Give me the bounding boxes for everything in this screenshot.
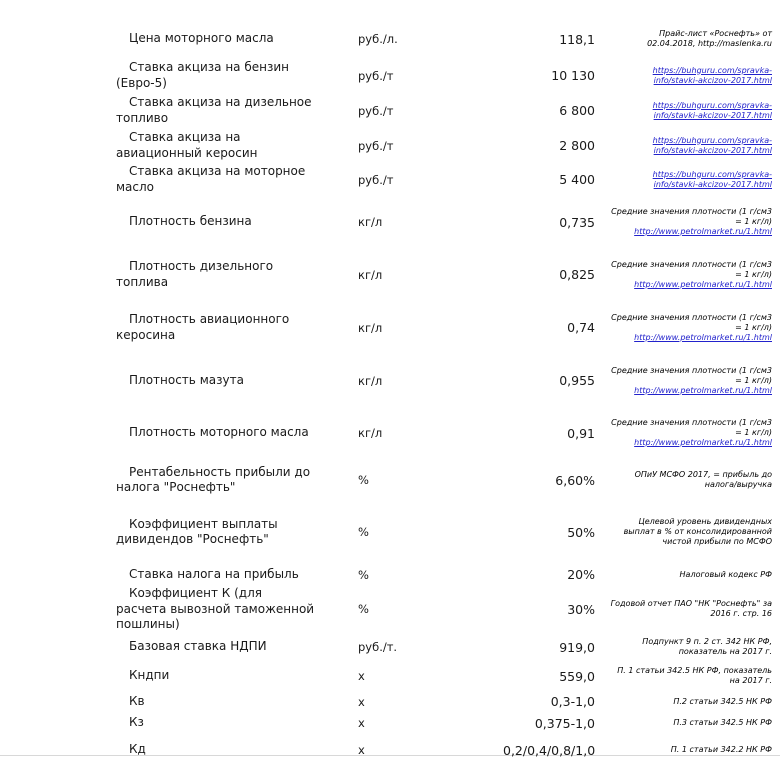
param-source-cell [609, 66, 772, 86]
param-unit: x [358, 743, 365, 757]
source-note-text: П. 1 статьи 342.2 НК РФ [670, 745, 772, 754]
table-row [0, 633, 780, 662]
table-row [0, 248, 780, 301]
param-unit: % [358, 602, 369, 617]
param-unit: руб./л. [358, 32, 398, 46]
param-source-cell [609, 666, 772, 686]
param-value: 5 400 [559, 172, 595, 187]
param-label: Коэффициент К (для расчета вывозной таможенной пошлины) [116, 586, 315, 631]
param-unit: кг/л [358, 267, 383, 282]
source-link[interactable]: https://buhguru.com/spravka-info/stavki-akcizov-2017.html [652, 65, 772, 85]
param-unit: кг/л [358, 426, 383, 440]
source-note-text: Налоговый кодекс РФ [679, 569, 772, 579]
param-value: 0,91 [567, 425, 595, 441]
param-label: Коэффициент выплаты дивидендов "Роснефть" [116, 516, 278, 546]
param-label: Ставка акциза на моторное масло [116, 164, 306, 194]
table-row [0, 196, 780, 248]
param-source-cell [609, 136, 772, 156]
param-unit: кг/л [358, 320, 383, 335]
param-label: Базовая ставка НДПИ [129, 639, 267, 654]
param-unit: кг/л [358, 215, 383, 229]
table-row [0, 163, 780, 196]
param-source-cell [609, 697, 772, 707]
source-link[interactable]: https://buhguru.com/spravka-info/stavki-akcizov-2017.html [652, 100, 772, 120]
table-row [0, 407, 780, 459]
param-label: Плотность дизельного топлива [116, 259, 274, 289]
source-link[interactable]: http://www.petrolmarket.ru/1.html [634, 385, 772, 395]
param-source-cell [609, 718, 772, 728]
param-value: 20% [567, 567, 595, 582]
param-label: Цена моторного масла [129, 31, 274, 46]
param-value: 0,3-1,0 [550, 694, 595, 709]
param-value: 30% [567, 601, 595, 617]
param-label: Кндпи [129, 668, 170, 683]
param-source-cell [609, 207, 772, 237]
param-label: Плотность мазута [129, 372, 244, 387]
table-row [0, 713, 780, 734]
table-row [0, 58, 780, 93]
param-value: 2 800 [559, 138, 595, 153]
source-note-text: Средние значения плотности (1 г/см3 = 1 кг/л) [611, 418, 772, 437]
param-value: 0,2/0,4/0,8/1,0 [503, 742, 596, 758]
param-label: Плотность авиационного керосина [116, 312, 290, 342]
param-source-cell [609, 570, 772, 580]
source-link[interactable]: https://buhguru.com/spravka-info/stavki-akcizov-2017.html [652, 135, 772, 155]
param-value: 0,74 [567, 320, 595, 335]
param-label: Кз [129, 715, 144, 730]
table-row [0, 128, 780, 163]
table-row [0, 501, 780, 563]
param-source-cell [609, 637, 772, 657]
table-row [0, 20, 780, 58]
param-label: Кв [129, 693, 145, 708]
param-label: Кд [129, 742, 146, 757]
param-label: Ставка налога на прибыль [129, 566, 299, 581]
param-value: 10 130 [551, 68, 595, 83]
source-note-text: Целевой уровень дивидендных выплат в % от консолидированной чистой прибыли по МСФО [623, 517, 772, 546]
param-unit: руб./т [358, 103, 394, 118]
param-unit: % [358, 567, 369, 582]
param-value: 0,955 [559, 373, 595, 388]
param-label: Рентабельность прибыли до налога "Роснефть" [116, 464, 311, 494]
param-source-cell [609, 745, 772, 755]
table-row [0, 586, 780, 633]
param-unit: руб./т [358, 172, 394, 187]
table-row [0, 459, 780, 501]
param-value: 50% [567, 524, 595, 540]
param-label: Ставка акциза на авиационный керосин [116, 130, 258, 160]
param-unit: руб./т. [358, 640, 398, 654]
param-unit: кг/л [358, 373, 383, 388]
param-unit: % [358, 473, 369, 487]
param-source-cell [609, 260, 772, 290]
source-link[interactable]: http://www.petrolmarket.ru/1.html [634, 227, 772, 236]
source-link[interactable]: https://buhguru.com/spravka-info/stavki-akcizov-2017.html [652, 169, 772, 189]
param-source-cell [609, 170, 772, 190]
param-value: 0,375-1,0 [534, 715, 595, 731]
param-source-cell [609, 418, 772, 448]
param-source-cell [609, 470, 772, 490]
table-row [0, 662, 780, 691]
param-unit: x [358, 716, 365, 730]
param-source-cell [609, 366, 772, 396]
param-label: Плотность моторного масла [129, 425, 309, 440]
table-row [0, 691, 780, 713]
param-label: Плотность бензина [129, 214, 252, 229]
table-row [0, 563, 780, 586]
table-row [0, 354, 780, 407]
source-note-text: П. 1 статьи 342.5 НК РФ, показатель на 2017 г. [617, 666, 772, 685]
param-source-cell [609, 101, 772, 121]
source-link[interactable]: http://www.petrolmarket.ru/1.html [634, 279, 772, 289]
source-note-text: Средние значения плотности (1 г/см3 = 1 кг/л) [611, 312, 772, 332]
source-note-text: Прайс-лист «Роснефть» от 02.04.2018, http://maslenka.ru [647, 29, 772, 48]
param-value: 0,825 [559, 267, 595, 282]
source-note-text: П.3 статьи 342.5 НК РФ [673, 718, 772, 727]
source-note-text: ОПиУ МСФО 2017, = прибыль до налога/выручка [634, 470, 772, 489]
source-link[interactable]: http://www.petrolmarket.ru/1.html [634, 332, 772, 342]
param-value: 6 800 [559, 103, 595, 118]
param-source-cell [609, 517, 772, 547]
param-source-cell [609, 599, 772, 619]
source-link[interactable]: http://www.petrolmarket.ru/1.html [634, 438, 772, 447]
param-label: Ставка акциза на бензин (Евро-5) [116, 60, 289, 90]
param-source-cell [609, 313, 772, 343]
source-note-text: Подпункт 9 п. 2 ст. 342 НК РФ, показатель на 2017 г. [642, 637, 772, 656]
table-row [0, 93, 780, 128]
param-source-cell [609, 29, 772, 49]
source-note-text: Средние значения плотности (1 г/см3 = 1 кг/л) [611, 365, 772, 385]
source-note-text: Средние значения плотности (1 г/см3 = 1 кг/л) [611, 259, 772, 279]
param-value: 118,1 [559, 31, 595, 47]
table-row [0, 734, 780, 767]
param-unit: x [358, 694, 365, 709]
source-note-text: Средние значения плотности (1 г/см3 = 1 кг/л) [611, 207, 772, 226]
param-value: 919,0 [559, 639, 595, 655]
param-value: 0,735 [559, 214, 595, 230]
source-note-text: Годовой отчет ПАО "НК "Роснефть" за 2016 г. стр. 16 [610, 599, 772, 619]
param-unit: руб./т [358, 68, 394, 83]
table-row [0, 301, 780, 354]
source-note-text: П.2 статьи 342.5 НК РФ [673, 696, 772, 706]
param-value: 6,60% [555, 472, 595, 488]
param-unit: % [358, 525, 369, 539]
param-label: Ставка акциза на дизельное топливо [116, 95, 312, 125]
param-unit: x [358, 669, 365, 683]
param-value: 559,0 [559, 668, 595, 684]
param-unit: руб./т [358, 138, 394, 153]
